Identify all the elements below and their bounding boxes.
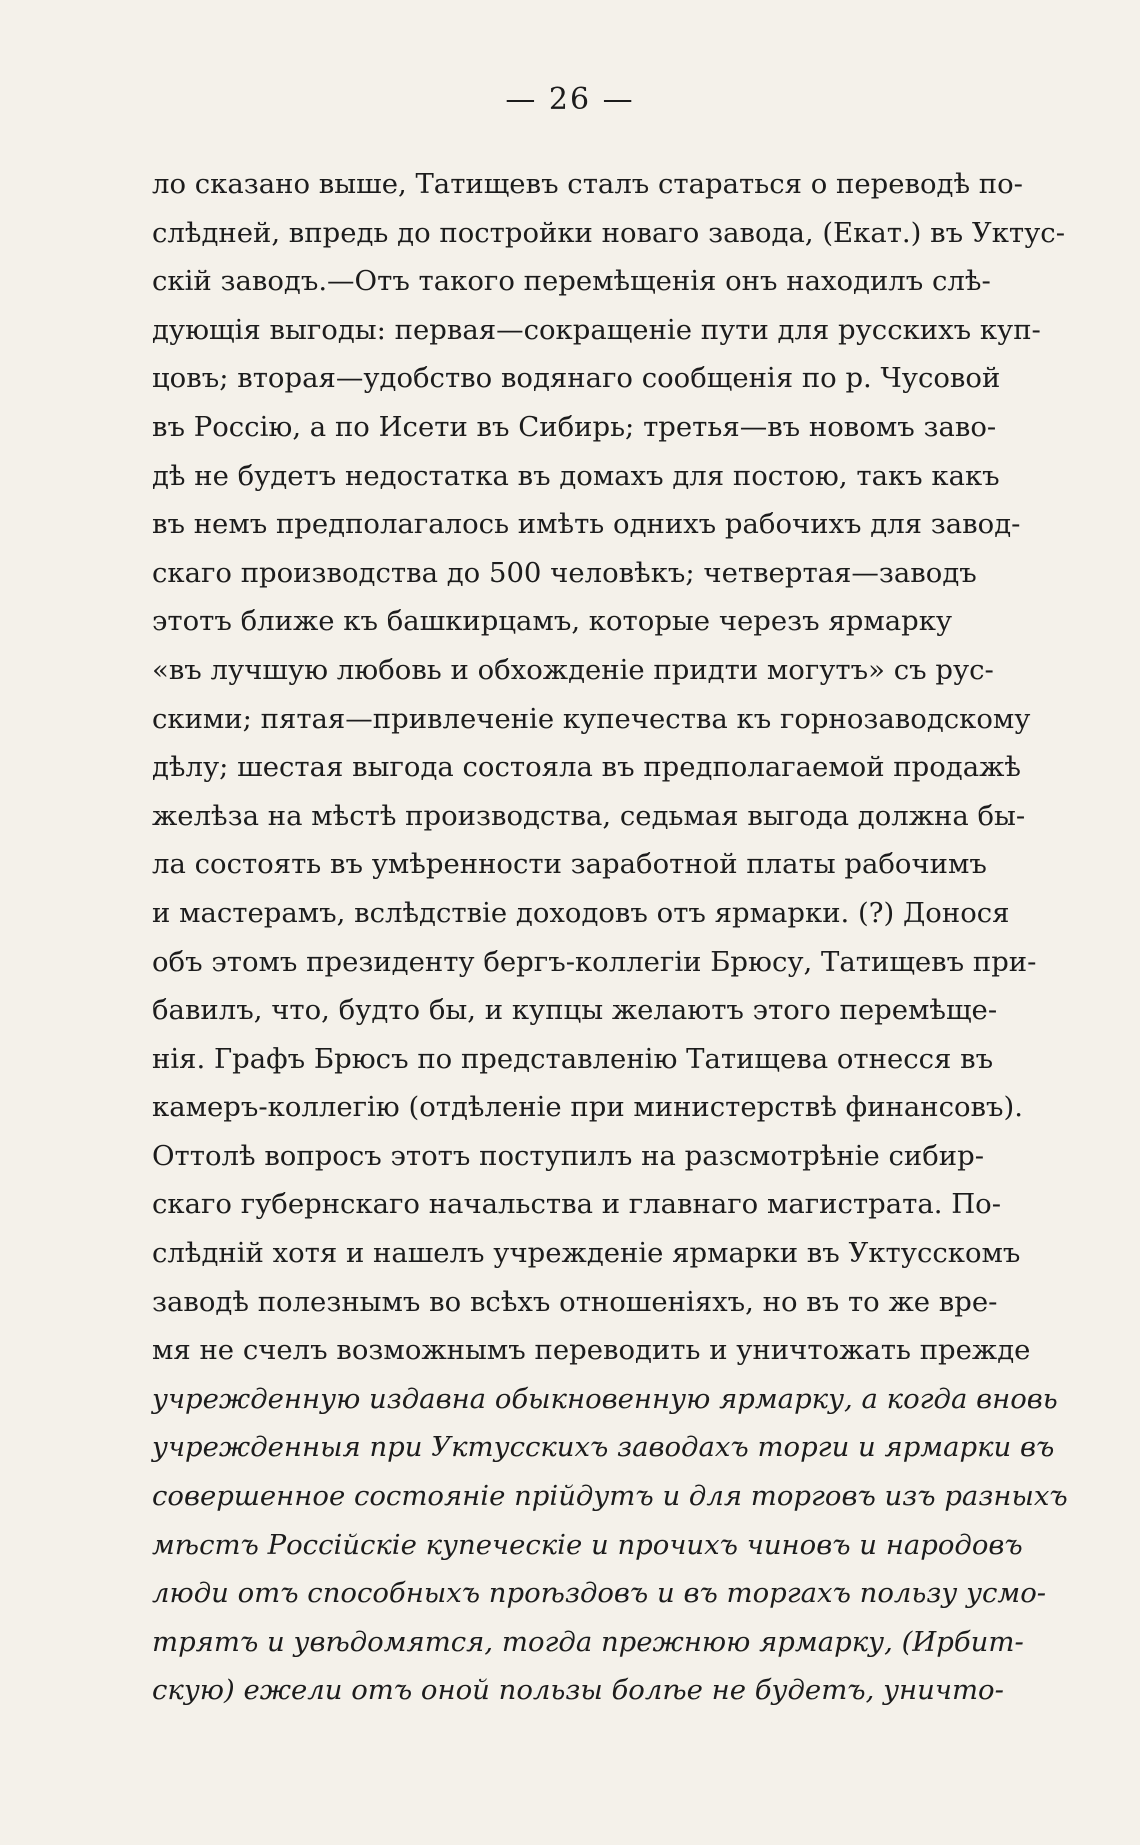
text-line: бавилъ, что, будто бы, и купцы желаютъ этого перемѣще- bbox=[152, 994, 998, 1027]
text-line: цовъ; вторая—удобство водянаго сообщенія по р. Чусовой bbox=[152, 362, 1001, 395]
text-line: скій заводъ.—Отъ такого перемѣщенія онъ находилъ слѣ- bbox=[152, 265, 991, 298]
text-line: совершенное состояніе прійдутъ и для торговъ изъ разныхъ bbox=[152, 1480, 1068, 1513]
text-line: учрежденныя при Уктусскихъ заводахъ торги и ярмарки въ bbox=[152, 1431, 1055, 1464]
text-line: ла состоять въ умѣренности заработной платы рабочимъ bbox=[152, 848, 987, 881]
text-line: «въ лучшую любовь и обхожденіе придти могутъ» съ рус- bbox=[152, 653, 994, 686]
text-line: объ этомъ президенту бергъ-коллегіи Брюсу, Татищевъ при- bbox=[152, 945, 1037, 978]
text-line: заводѣ полезнымъ во всѣхъ отношеніяхъ, но въ то же вре- bbox=[152, 1285, 998, 1318]
text-line: въ немъ предполагалось имѣть однихъ рабочихъ для завод- bbox=[152, 508, 1021, 541]
text-line: слѣдній хотя и нашелъ учрежденіе ярмарки въ Уктусскомъ bbox=[152, 1237, 1021, 1270]
page-number: — 26 — bbox=[505, 82, 635, 117]
text-line: мѣстъ Россійскіе купеческіе и прочихъ чиновъ и народовъ bbox=[152, 1528, 1023, 1561]
text-line: мя не счелъ возможнымъ переводить и уничтожать прежде bbox=[152, 1334, 1031, 1367]
text-line: дующія выгоды: первая—сокращеніе пути для русскихъ куп- bbox=[152, 313, 1041, 346]
text-line: учрежденную издавна обыкновенную ярмарку, а когда вновь bbox=[152, 1382, 1058, 1415]
text-line: камеръ-коллегію (отдѣленіе при министерствѣ финансовъ). bbox=[152, 1091, 1023, 1124]
text-line: скаго губернскаго начальства и главнаго магистрата. По- bbox=[152, 1188, 1002, 1221]
text-line: и мастерамъ, вслѣдствіе доходовъ отъ ярмарки. (?) Донося bbox=[152, 896, 1010, 929]
text-line: дѣ не будетъ недостатка въ домахъ для постою, такъ какъ bbox=[152, 459, 1000, 492]
text-line: скую) ежели отъ оной пользы болѣе не будетъ, уничто- bbox=[152, 1674, 1004, 1707]
text-line: нія. Графъ Брюсъ по представленію Татищева отнесся въ bbox=[152, 1042, 994, 1075]
text-line: въ Россію, а по Исети въ Сибирь; третья—въ новомъ заво- bbox=[152, 410, 997, 443]
text-line: трятъ и увѣдомятся, тогда прежнюю ярмарку, (Ирбит- bbox=[152, 1625, 1024, 1658]
text-line: люди отъ способныхъ проѣздовъ и въ торгахъ пользу усмо- bbox=[152, 1577, 1047, 1610]
text-line: слѣдней, впредь до постройки новаго завода, (Екат.) въ Уктус- bbox=[152, 216, 1066, 249]
text-line: желѣза на мѣстѣ производства, седьмая выгода должна бы- bbox=[152, 799, 1026, 832]
text-line: скаго производства до 500 человѣкъ; четвертая—заводъ bbox=[152, 556, 977, 589]
body-text bbox=[152, 160, 1130, 1715]
text-line: Оттолѣ вопросъ этотъ поступилъ на разсмотрѣніе сибир- bbox=[152, 1139, 985, 1172]
text-line: дѣлу; шестая выгода состояла въ предполагаемой продажѣ bbox=[152, 751, 1022, 784]
text-line: ло сказано выше, Татищевъ сталъ стараться о переводѣ по- bbox=[152, 168, 1023, 200]
text-line: этотъ ближе къ башкирцамъ, которые черезъ ярмарку bbox=[152, 605, 953, 638]
text-line: скими; пятая—привлеченіе купечества къ горнозаводскому bbox=[152, 702, 1031, 735]
